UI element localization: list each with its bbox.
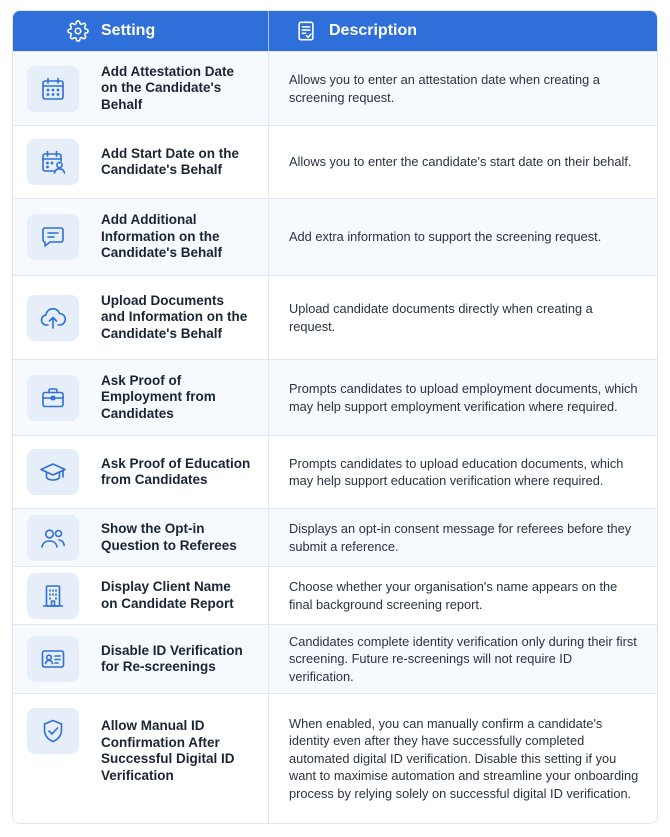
building-icon <box>27 573 79 619</box>
setting-name: Disable ID Verification for Re-screenings <box>101 642 243 674</box>
table-body <box>13 51 657 823</box>
setting-cell <box>13 694 269 823</box>
table-row <box>13 125 657 198</box>
document-icon <box>295 20 317 42</box>
setting-name: Allow Manual ID Confirmation After Successful Digital ID Verification <box>101 718 235 783</box>
setting-cell <box>13 360 269 435</box>
table-row <box>13 359 657 435</box>
setting-name: Add Attestation Date on the Candidate's Behalf <box>101 63 235 112</box>
id-card-icon <box>27 636 79 682</box>
description-column-header <box>269 11 657 51</box>
setting-name: Ask Proof of Education from Candidates <box>101 455 251 487</box>
description-cell: Prompts candidates to upload education documents, which may help support education verification where required. <box>289 455 624 488</box>
setting-column-header <box>13 11 269 51</box>
shield-check-icon <box>27 708 79 754</box>
setting-name: Upload Documents and Information on the Candidate's Behalf <box>101 292 248 341</box>
setting-cell <box>13 567 269 624</box>
chat-bubble-icon <box>27 214 79 260</box>
description-cell: Candidates complete identity verification only during their first screening. Future re-screenings will not require ID verification. <box>289 633 637 684</box>
table-row <box>13 508 657 566</box>
description-header-label: Description <box>329 22 418 39</box>
description-cell: Add extra information to support the screening request. <box>289 229 602 245</box>
calendar-icon <box>27 66 79 112</box>
table-row <box>13 51 657 125</box>
setting-cell <box>13 126 269 198</box>
description-cell: When enabled, you can manually confirm a candidate's identity even after they have successfully completed automated digital ID verification. Disable this setting if you want to maximise automation and streamline your onboarding process by relying solely on successful digital ID verification. <box>289 715 639 801</box>
table-row <box>13 566 657 624</box>
calendar-user-icon <box>27 139 79 185</box>
briefcase-icon <box>27 375 79 421</box>
graduation-cap-icon <box>27 449 79 495</box>
setting-cell <box>13 625 269 693</box>
setting-name: Add Additional Information on the Candidate's Behalf <box>101 212 222 261</box>
setting-name: Add Start Date on the Candidate's Behalf <box>101 145 240 177</box>
description-cell: Upload candidate documents directly when creating a request. <box>289 301 593 334</box>
setting-name: Ask Proof of Employment from Candidates <box>101 372 216 421</box>
setting-cell <box>13 52 269 125</box>
setting-name: Show the Opt-in Question to Referees <box>101 521 237 553</box>
table-row <box>13 435 657 508</box>
cloud-upload-icon <box>27 295 79 341</box>
table-row <box>13 275 657 359</box>
gear-icon <box>67 20 89 42</box>
table-row <box>13 693 657 823</box>
table-header <box>13 11 657 51</box>
setting-header-label: Setting <box>101 22 156 39</box>
description-cell: Allows you to enter an attestation date when creating a screening request. <box>289 72 600 105</box>
setting-cell <box>13 509 269 566</box>
description-cell: Allows you to enter the candidate's start date on their behalf. <box>289 154 632 170</box>
users-icon <box>27 515 79 561</box>
setting-cell <box>13 276 269 359</box>
setting-cell <box>13 199 269 275</box>
setting-cell <box>13 436 269 508</box>
description-cell: Displays an opt-in consent message for referees before they submit a reference. <box>289 521 632 554</box>
description-cell: Prompts candidates to upload employment documents, which may help support employment verification where required. <box>289 381 638 414</box>
settings-table <box>12 10 658 824</box>
table-row <box>13 198 657 275</box>
description-cell: Choose whether your organisation's name appears on the final background screening report. <box>289 579 618 612</box>
setting-name: Display Client Name on Candidate Report <box>101 579 234 611</box>
table-row <box>13 624 657 693</box>
